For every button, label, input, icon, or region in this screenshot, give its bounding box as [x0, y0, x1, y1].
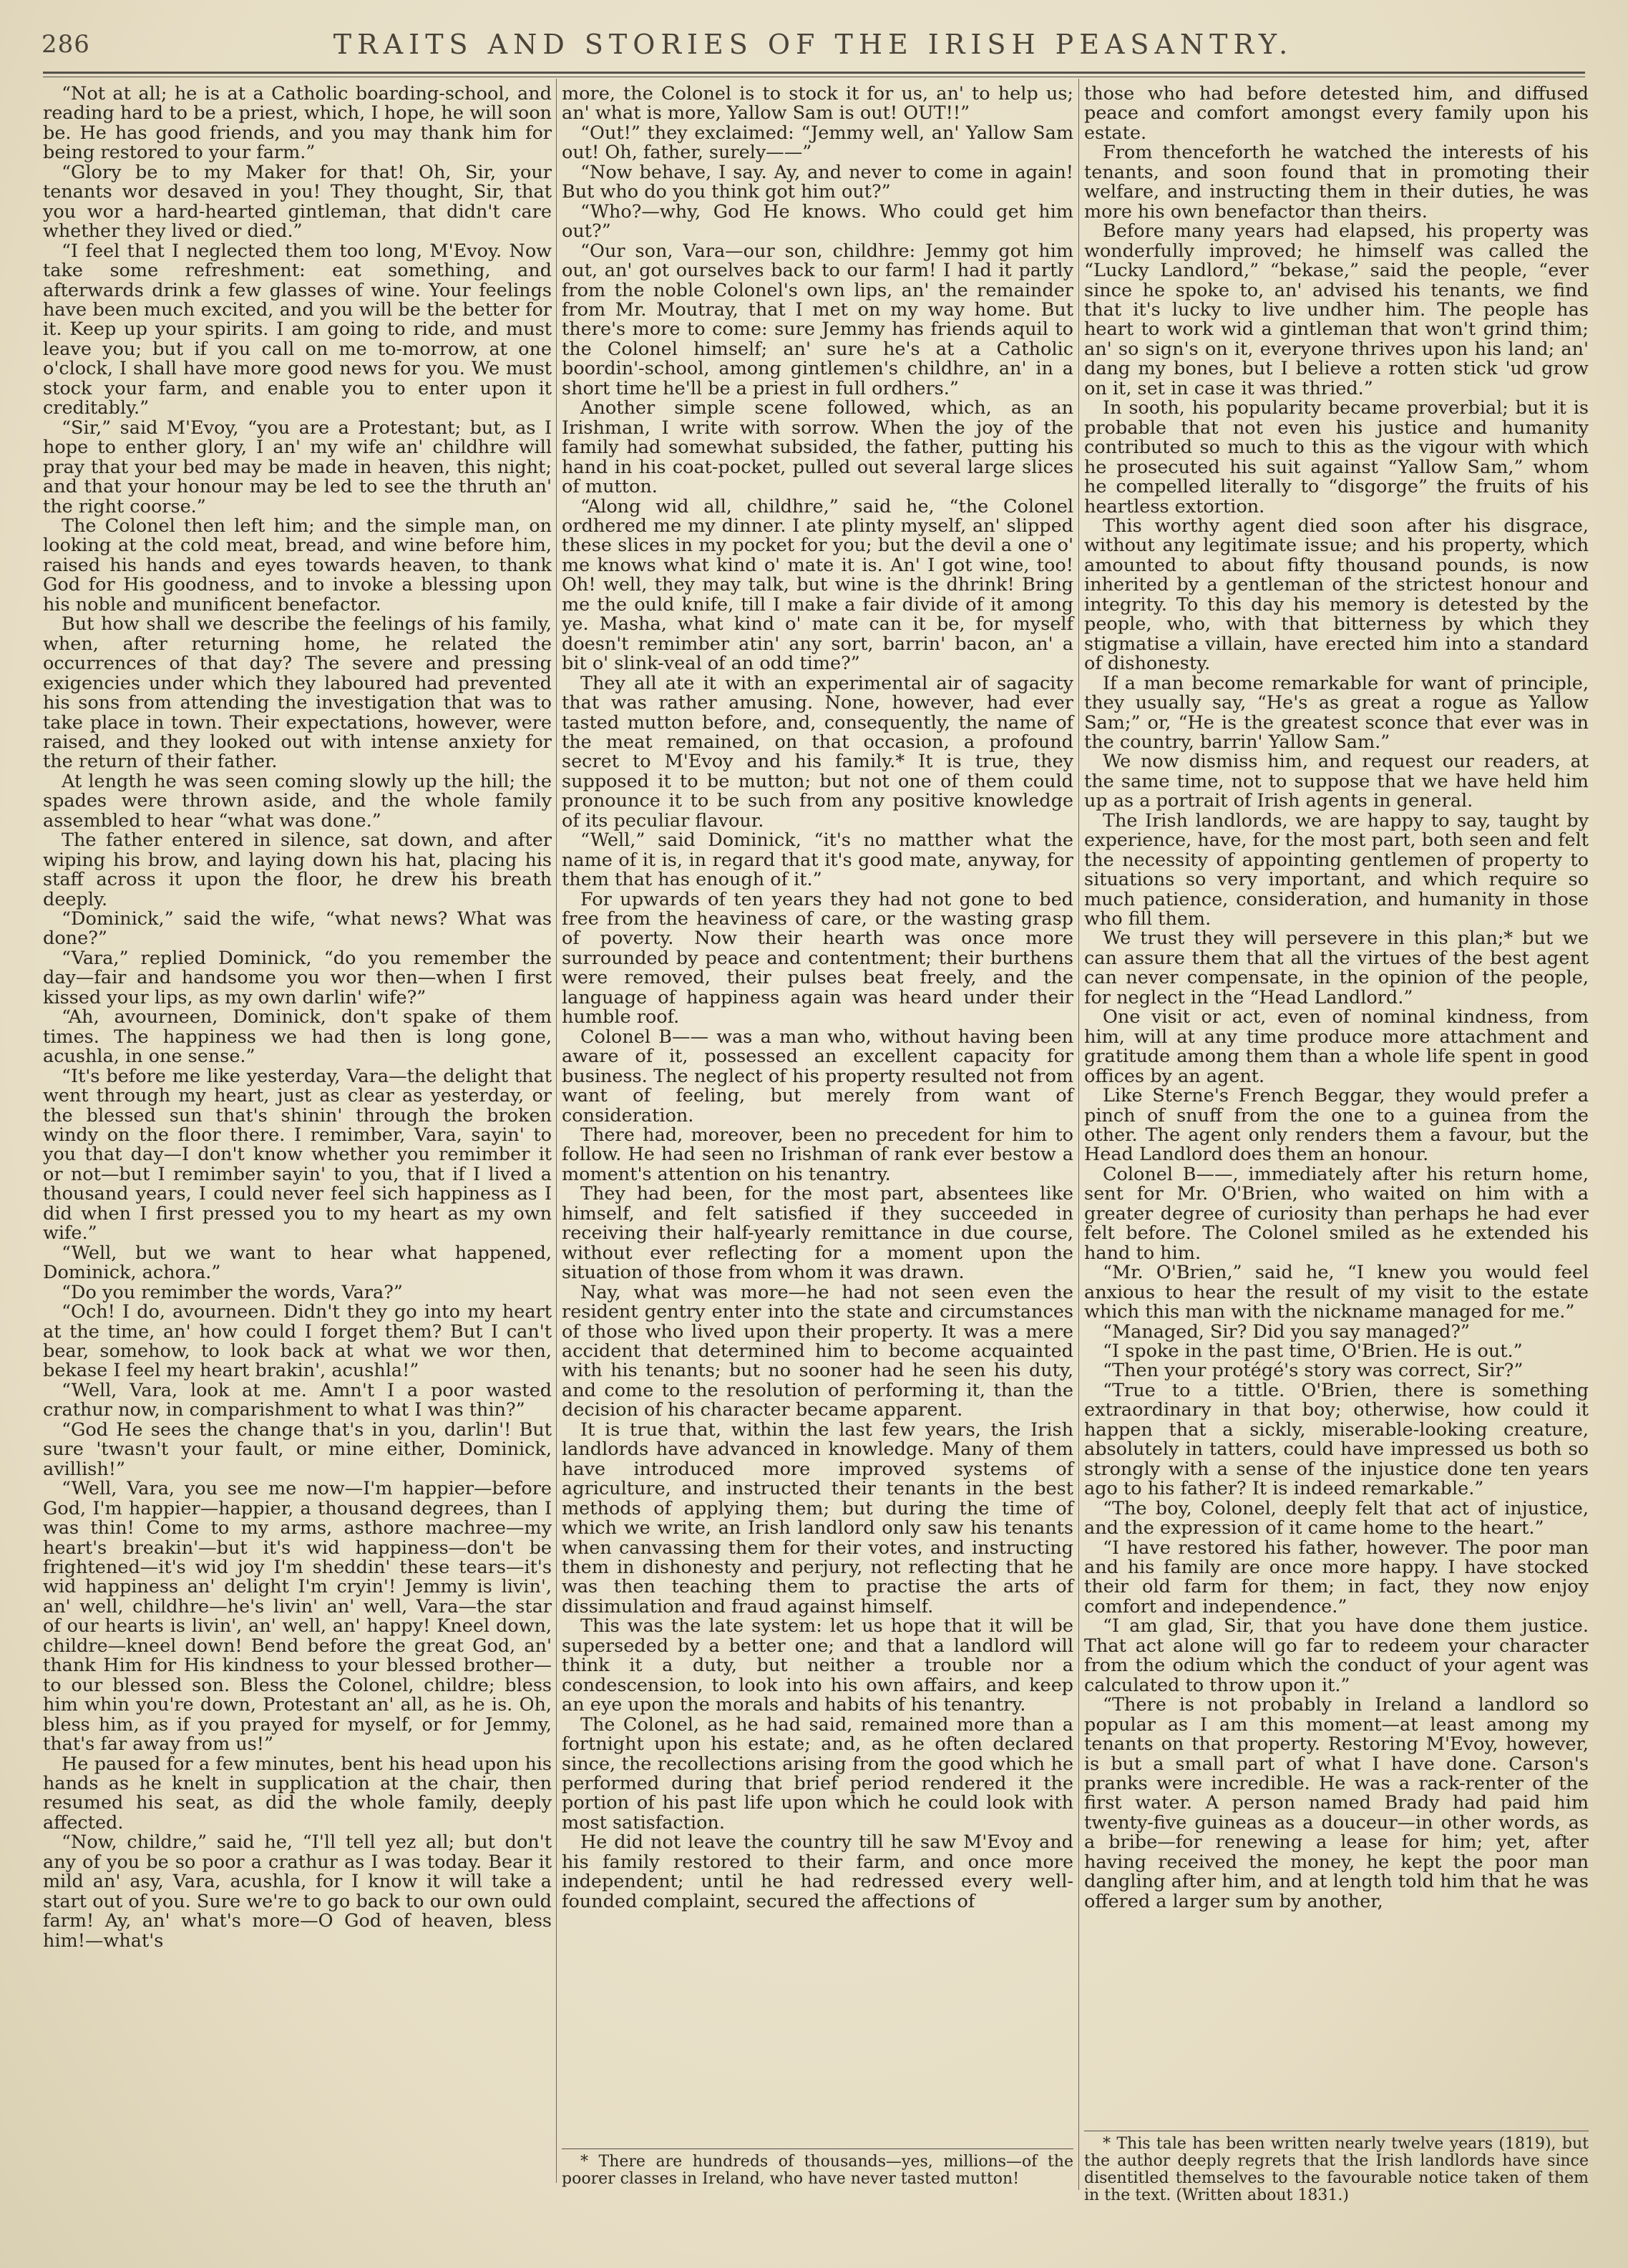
paragraph: more, the Colonel is to stock it for us, an' to help us; an' what is more, Yallow Sam is out! OUT!!” — [562, 83, 1073, 125]
footnote-block — [562, 2138, 1073, 2188]
paragraph: He paused for a few minutes, bent his head upon his hands as he knelt in supplication at the chair, then resumed his seat, as did the whole family, deeply affected. — [43, 1753, 552, 1834]
paragraph: At length he was seen coming slowly up the hill; the spades were thrown aside, and the whole family assembled to hear “what was done.” — [43, 770, 552, 832]
paragraph: Like Sterne's French Beggar, they would prefer a pinch of snuff from the one to a guinea from the other. The agent only renders them a favour, but the Head Landlord does them an honour. — [1084, 1085, 1589, 1166]
paragraph: “I spoke in the past time, O'Brien. He is out.” — [1103, 1340, 1523, 1362]
paragraph: “Well,” said Dominick, “it's no matther what the name of it is, in regard that it's good mate, anyway, for them that has enough of it.” — [562, 829, 1073, 891]
paragraph: We trust they will persevere in this plan;* but we can assure them that all the virtues of the best agent can never compensate, in the opinion of the people, for neglect in the “Head Landlord.” — [1084, 928, 1589, 1008]
paragraph: We now dismiss him, and request our readers, at the same time, not to suppose that we have held him up as a portrait of Irish agents in general. — [1084, 751, 1589, 812]
paragraph: “Now behave, I say. Ay, and never to come in again! But who do you think got him out?” — [562, 161, 1073, 203]
column-divider — [1078, 79, 1079, 2190]
paragraph: “Managed, Sir? Did you say managed?” — [1103, 1320, 1471, 1343]
paragraph: Before many years had elapsed, his property was wonderfully improved; he himself was called the “Lucky Landlord,” “bekase,” said the people, “ever since he spoke to, an' advised his tenants, we find that it's lucky to live undher him. The people has heart to work wid a gintleman that won't grind thim; an' so sign's on it, everyone thrives upon his land; an' dang my bones, but I believe a rotten stick 'ud grow on it, set in case it was thried.” — [1084, 220, 1589, 399]
paragraph: “True to a tittle. O'Brien, there is something extraordinary in that boy; otherwise, how could it happen that a sickly, miserable-looking creature, absolutely in tatters, could have impressed us both so strongly with a sense of the injustice done ten years ago to his father? It is indeed remarkable.” — [1084, 1379, 1589, 1500]
paragraph: The Colonel then left him; and the simple man, on looking at the cold meat, bread, and wine before him, raised his hands and eyes towards heaven, to thank God for His goodness, and to invoke a blessing upon his noble and munificent benefactor. — [43, 515, 552, 615]
paragraph: From thenceforth he watched the interests of his tenants, and soon found that in promoting their welfare, and instructing them in their duties, he was more his own benefactor than theirs. — [1084, 142, 1589, 223]
paragraph: “Who?—why, God He knows. Who could get him out?” — [562, 200, 1073, 243]
header-rule — [43, 72, 1585, 77]
footnote: * There are hundreds of thousands—yes, millions—of the poorer classes in Ireland, who have never tasted mutton! — [562, 2153, 1073, 2188]
paragraph: If a man become remarkable for want of principle, they usually say, “He's as great a rogue as Yallow Sam;” or, “He is the greatest sconce that ever was in the country, barrin' Yallow Sam.” — [1084, 672, 1589, 753]
paragraph: “Along wid all, childhre,” said he, “the Colonel ordhered me my dinner. I ate plinty myself, an' slipped these slices in my pocket for you; but the devil a one o' me knows what kind o' mate it is. An' I got wine, too! Oh! well, they may talk, but wine is the dhrink! Bring me the ould knife, till I make a fair divide of it among ye. Masha, what kind o' mate can it be, for myself doesn't remimber atin' any sort, barrin' bacon, an' a bit o' slink-veal of an odd time?” — [562, 495, 1073, 675]
paragraph: “Well, Vara, you see me now—I'm happier—before God, I'm happier—happier, a thousand degrees, than I was thin! Come to my arms, asthore machree—my heart's breakin'—but it's wid happiness—don't be frightened—it's wid joy I'm sheddin' these tears—it's wid happiness an' delight I'm cryin'! Jemmy is livin', an' well, childhre—he's livin' an' well, Vara—the star of our hearts is livin', an' well, an' happy! Kneel down, childre—kneel down! Bend before the great God, an' thank Him for His kindness to your blessed brother—to our blessed son. Bless the Colonel, childre; bless him whin you're down, Protestant an' all, as he is. Oh, bless him, as if you prayed for myself, or for Jemmy, that's far away from us!” — [43, 1478, 552, 1756]
column-middle — [562, 84, 1073, 1912]
paragraph: “Out!” they exclaimed: “Jemmy well, an' Yallow Sam out! Oh, father, surely——” — [562, 122, 1073, 164]
paragraph: “Sir,” said M'Evoy, “you are a Protestant; but, as I hope to enther glory, I an' my wife an' childhre will pray that your bed may be made in heaven, this night; and that your honour may be led to see the thruth an' the right coorse.” — [43, 417, 552, 517]
paragraph: The Irish landlords, we are happy to say, taught by experience, have, for the most part, both seen and felt the necessity of appointing gentlemen of property to situations so very important, and which require so much patience, consideration, and humanity in those who fill them. — [1084, 809, 1589, 930]
column-right — [1084, 84, 1589, 1912]
footnote-rule — [562, 2148, 1073, 2149]
paragraph: “Dominick,” said the wife, “what news? What was done?” — [43, 908, 552, 950]
page-number: 286 — [42, 30, 90, 59]
paragraph: those who had before detested him, and diffused peace and comfort amongst every family upon his estate. — [1084, 83, 1589, 144]
paragraph: This was the late system: let us hope that it will be superseded by a better one; and that a landlord will think it a duty, but neither a trouble nor a condescension, to look into his own affairs, and keep an eye upon the morals and habits of his tenantry. — [562, 1615, 1073, 1716]
paragraph: “Ah, avourneen, Dominick, don't spake of them times. The happiness we had then is long gone, acushla, in one sense.” — [43, 1006, 552, 1068]
paragraph: “Mr. O'Brien,” said he, “I knew you would feel anxious to hear the result of my visit to the estate which this man with the nickname managed for me.” — [1084, 1262, 1589, 1323]
paragraph: “God He sees the change that's in you, darlin'! But sure 'twasn't your fault, or mine either, Dominick, avillish!” — [43, 1418, 552, 1480]
column-divider — [556, 79, 557, 2183]
running-title: TRAITS AND STORIES OF THE IRISH PEASANTRY. — [333, 29, 1294, 60]
paragraph: “Then your protégé's story was correct, Sir?” — [1103, 1360, 1524, 1382]
paragraph: The father entered in silence, sat down, and after wiping his brow, and laying down his hat, placing his staff across it upon the floor, he drew his breath deeply. — [43, 829, 552, 910]
paragraph: “Well, Vara, look at me. Amn't I a poor wasted crathur now, in comparishment to what I was thin?” — [43, 1379, 552, 1421]
paragraph: Colonel B—— was a man who, without having been aware of it, possessed an excellent capacity for business. The neglect of his property resulted not from want of feeling, but merely from want of consideration. — [562, 1026, 1073, 1126]
paragraph: “Our son, Vara—our son, childhre: Jemmy got him out, an' got ourselves back to our farm! I had it partly from the noble Colonel's own lips, an' the remainder from Mr. Moutray, that I met on my way home. But there's more to come: sure Jemmy has friends aquil to the Colonel himself; an' sure he's at a Catholic boordin'-school, among gintlemen's childhre, an' in a short time he'll be a priest in full ordhers.” — [562, 240, 1073, 399]
paragraph: “Now, childre,” said he, “I'll tell yez all; but don't any of you be so poor a crathur as I was today. Bear it mild an' asy, Vara, acushla, for I know it will take a start out of you. Sure we're to go back to our own ould farm! Ay, an' what's more—O God of heaven, bless him!—what's — [43, 1831, 552, 1952]
paragraph: “Och! I do, avourneen. Didn't they go into my heart at the time, an' how could I forget them? But I can't bear, somehow, to look back at what we wor then, bekase I feel my heart brakin', acushla!” — [43, 1301, 552, 1382]
paragraph: Another simple scene followed, which, as an Irishman, I write with sorrow. When the joy of the family had somewhat subsided, the father, putting his hand in his coat-pocket, pulled out several large slices of mutton. — [562, 397, 1073, 498]
paragraph: He did not leave the country till he saw M'Evoy and his family restored to their farm, and once more independent; until he had redressed every well-founded complaint, secured the affections of — [562, 1831, 1073, 1912]
paragraph: There had, moreover, been no precedent for him to follow. He had seen no Irishman of rank ever bestow a moment's attention on his tenantry. — [562, 1124, 1073, 1185]
running-head — [42, 27, 1585, 67]
paragraph: Nay, what was more—he had not seen even the resident gentry enter into the state and circumstances of those who lived upon their property. It was a mere accident that determined him to become acquainted with his tenants; but no sooner had he seen his duty, and come to the resolution of performing it, than the decision of his character became apparent. — [562, 1281, 1073, 1421]
paragraph: “Glory be to my Maker for that! Oh, Sir, your tenants wor desaved in you! They thought, Sir, that you wor a hard-hearted gintleman, that didn't care whether they lived or died.” — [43, 161, 552, 243]
paragraph: In sooth, his popularity became proverbial; but it is probable that not even his justice and humanity contributed so much to this as the vigour with which he prosecuted his suit against “Yallow Sam,” whom he compelled literally to “disgorge” the fruits of his heartless extortion. — [1084, 397, 1589, 517]
paragraph: But how shall we describe the feelings of his family, when, after returning home, he related the occurrences of that day? The severe and pressing exigencies under which they laboured had prevented his sons from attending the investigation that was to take place in town. Their expectations, however, were raised, and they looked out with intense anxiety for the return of their father. — [43, 613, 552, 773]
paragraph: “Not at all; he is at a Catholic boarding-school, and reading hard to be a priest, which, I hope, he will soon be. He has good friends, and you may thank him for being restored to your farm.” — [43, 83, 552, 164]
footnote: * This tale has been written nearly twelve years (1819), but the author deeply regrets that the Irish landlords have since disentitled themselves to the favourable notice taken of them in the text. (Written about 1831.) — [1084, 2135, 1589, 2204]
paragraph: They had been, for the most part, absentees like himself, and felt satisfied if they succeeded in receiving their half-yearly remittance in due course, without ever reflecting for a moment upon the situation of those from whom it was drawn. — [562, 1183, 1073, 1284]
paragraph: Colonel B——, immediately after his return home, sent for Mr. O'Brien, who waited on him with a greater degree of curiosity than perhaps he had ever felt before. The Colonel smiled as he extended his hand to him. — [1084, 1163, 1589, 1264]
paragraph: It is true that, within the last few years, the Irish landlords have advanced in knowledge. Many of them have introduced more improved systems of agriculture, and instructed their tenants in the best methods of applying them; but during the time of which we write, an Irish landlord only saw his tenants when canvassing them for their votes, and instructing them in dishonesty and perjury, not reflecting that he was then teaching them to practise the arts of dissimulation and fraud against himself. — [562, 1418, 1073, 1617]
paragraph: This worthy agent died soon after his disgrace, without any legitimate issue; and his property, which amounted to about fifty thousand pounds, is now inherited by a gentleman of the strictest honour and integrity. To this day his memory is detested by the people, who, with that bitterness by which they stigmatise a villain, have erected him into a standard of dishonesty. — [1084, 515, 1589, 675]
paragraph: “I feel that I neglected them too long, M'Evoy. Now take some refreshment: eat something, and afterwards drink a few glasses of wine. Your feelings have been much excited, and you will be the better for it. Keep up your spirits. I am going to ride, and must leave you; but if you call on me to-morrow, at one o'clock, I shall have more good news for you. We must stock your farm, and enable you to enter upon it creditably.” — [43, 240, 552, 419]
column-left — [43, 84, 552, 1951]
paragraph: “Do you remimber the words, Vara?” — [62, 1281, 403, 1303]
paragraph: “It's before me like yesterday, Vara—the delight that went through my heart, just as clear as yesterday, or the blessed sun that's shinin' through the broken windy on the floor there. I remimber, Vara, sayin' to you that day—I don't know whether you remimber it or not—but I remimber sayin' to you, that if I lived a thousand years, I could never feel sich happiness as I did when I first pressed you to my heart as my own wife.” — [43, 1065, 552, 1245]
paragraph: For upwards of ten years they had not gone to bed free from the heaviness of care, or the wasting grasp of poverty. Now their hearth was once more surrounded by peace and contentment; their burthens were removed, their pulses beat freely, and the language of happiness again was heard under their humble roof. — [562, 888, 1073, 1028]
footnote-block — [1084, 2121, 1589, 2204]
paragraph: They all ate it with an experimental air of sagacity that was rather amusing. None, however, had ever tasted mutton before, and, consequently, the name of the meat remained, on that occasion, a profound secret to M'Evoy and his family.* It is true, they supposed it to be mutton; but not one of them could pronounce it to be such from any positive knowledge of its peculiar flavour. — [562, 672, 1073, 832]
paragraph: The Colonel, as he had said, remained more than a fortnight upon his estate; and, as he often declared since, the recollections arising from the good which he performed during that brief period rendered it the portion of his past life upon which he could look with most satisfaction. — [562, 1713, 1073, 1834]
paragraph: “There is not probably in Ireland a landlord so popular as I am this moment—at least among my tenants on that property. Restoring M'Evoy, however, is but a small part of what I have done. Carson's pranks were incredible. He was a rack-renter of the first water. A person named Brady had paid him twenty-five guineas as a douceur—in other words, as a bribe—for renewing a lease for him; yet, after having received the money, he kept the poor man dangling after him, and at length told him that he was offered a larger sum by another, — [1084, 1694, 1589, 1912]
paragraph: “Vara,” replied Dominick, “do you remember the day—fair and handsome you wor then—when I first kissed your lips, as my own darlin' wife?” — [43, 947, 552, 1008]
paragraph: “The boy, Colonel, deeply felt that act of injustice, and the expression of it came home to the heart.” — [1084, 1497, 1589, 1539]
paragraph: One visit or act, even of nominal kindness, from him, will at any time produce more attachment and gratitude among them than a whole life spent in good offices by an agent. — [1084, 1006, 1589, 1087]
paragraph: “I have restored his father, however. The poor man and his family are once more happy. I have stocked their old farm for them; in fact, they now enjoy comfort and independence.” — [1084, 1537, 1589, 1617]
paragraph: “I am glad, Sir, that you have done them justice. That act alone will go far to redeem your character from the odium which the conduct of your agent was calculated to throw upon it.” — [1084, 1615, 1589, 1696]
paragraph: “Well, but we want to hear what happened, Dominick, achora.” — [43, 1242, 552, 1284]
